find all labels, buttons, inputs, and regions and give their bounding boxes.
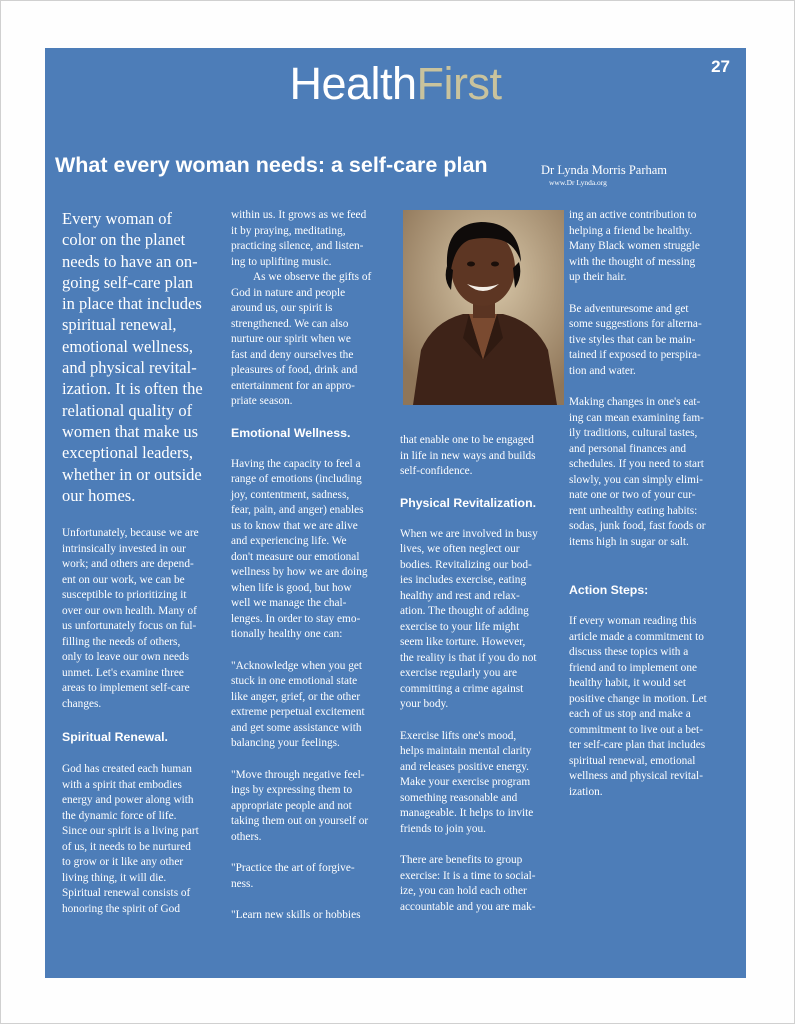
spiritual-continued-paragraph: within us. It grows as we feed it by praying, meditating, practicing silence, and listen- ing to uplifting music. bbox=[231, 209, 367, 268]
action-paragraph: If every woman reading this article made a commitment to discuss these topics with a friend and to implement one healthy habit, it would set positive change in motion. Let each of us stop and make a commitment to live out a bet- ter self-care plan that includes spiritual renewal, emotional wellness and physical revital- ization. bbox=[569, 615, 707, 798]
column-2 bbox=[231, 208, 399, 924]
article-headline: What every woman needs: a self-care plan bbox=[55, 153, 488, 177]
lead-paragraph: Every woman of color on the planet needs to have an on- going self-care plan in place that includes spiritual renewal, emotional wellness, and physical revital- ization. It is often the relational quality of women that make us exceptional leaders, whether in or outside our homes. bbox=[62, 209, 203, 505]
column-3 bbox=[400, 433, 568, 915]
author-photo bbox=[403, 210, 564, 405]
tip-forgiveness: "Practice the art of forgive- ness. bbox=[231, 862, 355, 890]
tip-learn-skills: "Learn new skills or hobbies bbox=[231, 909, 361, 921]
page-number: 27 bbox=[711, 57, 730, 76]
eating-paragraph: Making changes in one's eat- ing can mean examining fam- ily traditions, cultural tastes, and personal finances and schedules. If you need to start slowly, you can simply elimi- nate one or two of your cur- rent unhealthy eating habits: sodas, junk food, fast foods or items high in sugar or salt. bbox=[569, 396, 706, 548]
group-exercise-paragraph: There are benefits to group exercise: It is a time to social- ize, you can hold each other accountable and you are mak- bbox=[400, 854, 536, 913]
hair-paragraph: Be adventuresome and get some suggestions for alterna- tive styles that can be main- tained if exposed to perspira- tion and water. bbox=[569, 302, 702, 377]
tip-move-through: "Move through negative feel- ings by expressing them to appropriate people and not taking them out on yourself or others. bbox=[231, 768, 369, 843]
author-website: www.Dr Lynda.org bbox=[549, 178, 607, 187]
heading-emotional-wellness: Emotional Wellness. bbox=[231, 425, 351, 440]
emotional-paragraph: Having the capacity to feel a range of emotions (including joy, contentment, sadness, fear, pain, and anger) enables us to know that we are alive and experiencing life. We don't measure our emotional wellness by how we are doing when life is good, but how well we manage the chal- lenges. In order to stay emo- tionally healthy one can: bbox=[231, 457, 368, 640]
intro-paragraph: Unfortunately, because we are intrinsically invested in our work; and others are depend- ent on our work, we can be susceptible to prioritizing it over our own health. Many of us unfortunately focus on ful- filling the needs of others, only to leave our own needs unmet. Let's examine three areas to implement self-care changes. bbox=[62, 527, 199, 710]
masthead-health: Health bbox=[289, 58, 417, 109]
group-continued-paragraph: ing an active contribution to helping a friend be healthy. Many Black women struggle with the thought of messing up their hair. bbox=[569, 209, 700, 283]
heading-action-steps: Action Steps: bbox=[569, 583, 649, 597]
column-4 bbox=[569, 208, 741, 800]
emotional-continued-paragraph: that enable one to be engaged in life in new ways and builds self-confidence. bbox=[400, 434, 536, 477]
spiritual-paragraph: God has created each human with a spirit that embodies energy and power along with the dynamic force of life. Since our spirit is a living part of us, it needs to be nurtured to grow or it like any other living thing, it will die. Spiritual renewal consists of honoring the spirit of God bbox=[62, 763, 199, 915]
author-byline: Dr Lynda Morris Parham bbox=[541, 163, 668, 177]
heading-spiritual-renewal: Spiritual Renewal. bbox=[62, 730, 168, 745]
masthead-logo bbox=[45, 59, 746, 109]
nature-paragraph: As we observe the gifts of God in nature and people around us, our spirit is strengthened. We can also nurture our spirit when we fast and deny ourselves the pleasures of food, drink and entertainment for an appro- priate season. bbox=[231, 271, 372, 407]
author-portrait-image bbox=[403, 210, 564, 405]
tip-acknowledge: "Acknowledge when you get stuck in one emotional state like anger, grief, or the other extreme perpetual excitement and get some assistance with balancing your feelings. bbox=[231, 659, 365, 749]
magazine-page bbox=[45, 48, 746, 978]
masthead-first: First bbox=[416, 58, 502, 109]
exercise-paragraph: Exercise lifts one's mood, helps maintain mental clarity and releases positive energy. Make your exercise program something reasonable and manageable. It helps to invite friends to join you. bbox=[400, 729, 534, 835]
heading-physical-revitalization: Physical Revitalization. bbox=[400, 495, 536, 510]
physical-paragraph: When we are involved in busy lives, we often neglect our bodies. Revitalizing our bod- ies includes exercise, eating healthy and rest and relax- ation. The thought of adding exercise to your life might seem like torture. However, the reality is that if you do not exercise regularly you are committing a crime against your body. bbox=[400, 527, 538, 710]
column-1 bbox=[62, 208, 230, 917]
